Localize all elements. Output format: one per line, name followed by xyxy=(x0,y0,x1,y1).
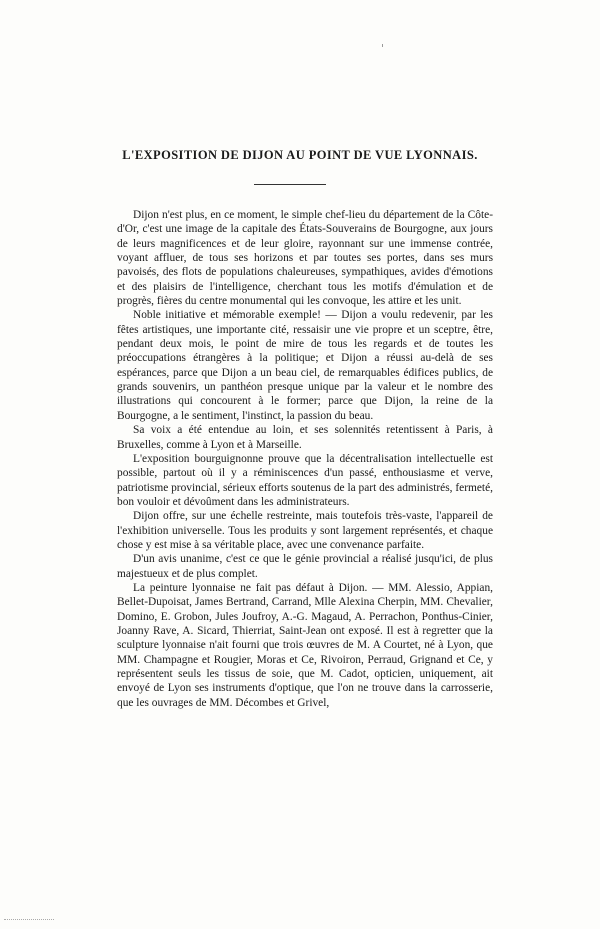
title-divider xyxy=(254,184,326,185)
paragraph: Sa voix a été entendue au loin, et ses solennités retentissent à Paris, à Bruxelles, comme à Lyon et à Marseille. xyxy=(117,424,493,451)
scan-edge-mark xyxy=(4,919,54,920)
paragraph: Noble initiative et mémorable exemple! — Dijon a voulu redevenir, par les fêtes artistiques, une importante cité, ressaisir une vie propre et un sceptre, être, pendant deux mois, le point de mire de tous les regards et de toutes les préoccupations étrangères à la politique; et Dijon a réussi au-delà de ses espérances, parce que Dijon a un beau ciel, de remarquables édifices publics, de grands souvenirs, un panthéon presque unique par la valeur et le nombre des illustrations qui concourent à le former; parce que Dijon, la reine de la Bourgogne, a le sentiment, l'instinct, la passion du beau. xyxy=(117,309,493,422)
paragraph: L'exposition bourguignonne prouve que la décentralisation intellectuelle est possible, partout où il y a réminiscences d'un passé, enthousiasme et verve, patriotisme provincial, sérieux efforts soutenus de la part des administrés, fermeté, bon vouloir et dévoûment dans les administrateurs. xyxy=(117,452,493,508)
article-body xyxy=(117,208,493,710)
article-title: L'EXPOSITION DE DIJON AU POINT DE VUE LYONNAIS. xyxy=(122,148,478,162)
paragraph: La peinture lyonnaise ne fait pas défaut à Dijon. — MM. Alessio, Appian, Bellet-Dupoisat, James Bertrand, Carrand, Mlle Alexina Cherpin, MM. Chevalier, Domino, E. Grobon, Jules Joufroy, A.-G. Magaud, A. Perrachon, Ponthus-Cinier, Joanny Rave, A. Sicard, Thierriat, Saint-Jean ont exposé. Il est à regretter que la sculpture lyonnaise n'ait fourni que trois œuvres de M. A Courtet, né à Lyon, que MM. Champagne et Rougier, Moras et Ce, Rivoiron, Perraud, Grignand et Ce, y représentent seuls les tissus de soie, que M. Cadot, opticien, uniquement, ait envoyé de Lyon ses instruments d'optique, que l'on ne trouve dans la carrosserie, que les ouvrages de MM. Décombes et Grivel, xyxy=(117,581,493,709)
paper-speck xyxy=(382,44,383,47)
paragraph: Dijon n'est plus, en ce moment, le simple chef-lieu du département de la Côte-d'Or, c'est une image de la capitale des États-Souverains de Bourgogne, aux jours de leurs magnificences et de leur gloire, rayonnant sur une immense contrée, voyant affluer, de tous ses horizons et par toutes ses portes, dans ses murs pavoisés, des flots de populations chaleureuses, sympathiques, avides d'émotions et des plaisirs de l'intelligence, cherchant tous les motifs d'émulation et de progrès, fières du centre monumental qui les convoque, les attire et les unit. xyxy=(117,209,493,308)
paragraph: D'un avis unanime, c'est ce que le génie provincial a réalisé jusqu'ici, de plus majestueux et de plus complet. xyxy=(117,553,493,580)
paragraph: Dijon offre, sur une échelle restreinte, mais toutefois très-vaste, l'appareil de l'exhibition universelle. Tous les produits y sont largement représentés, et chaque chose y est mise à sa véritable place, avec une convenance parfaite. xyxy=(117,510,493,551)
